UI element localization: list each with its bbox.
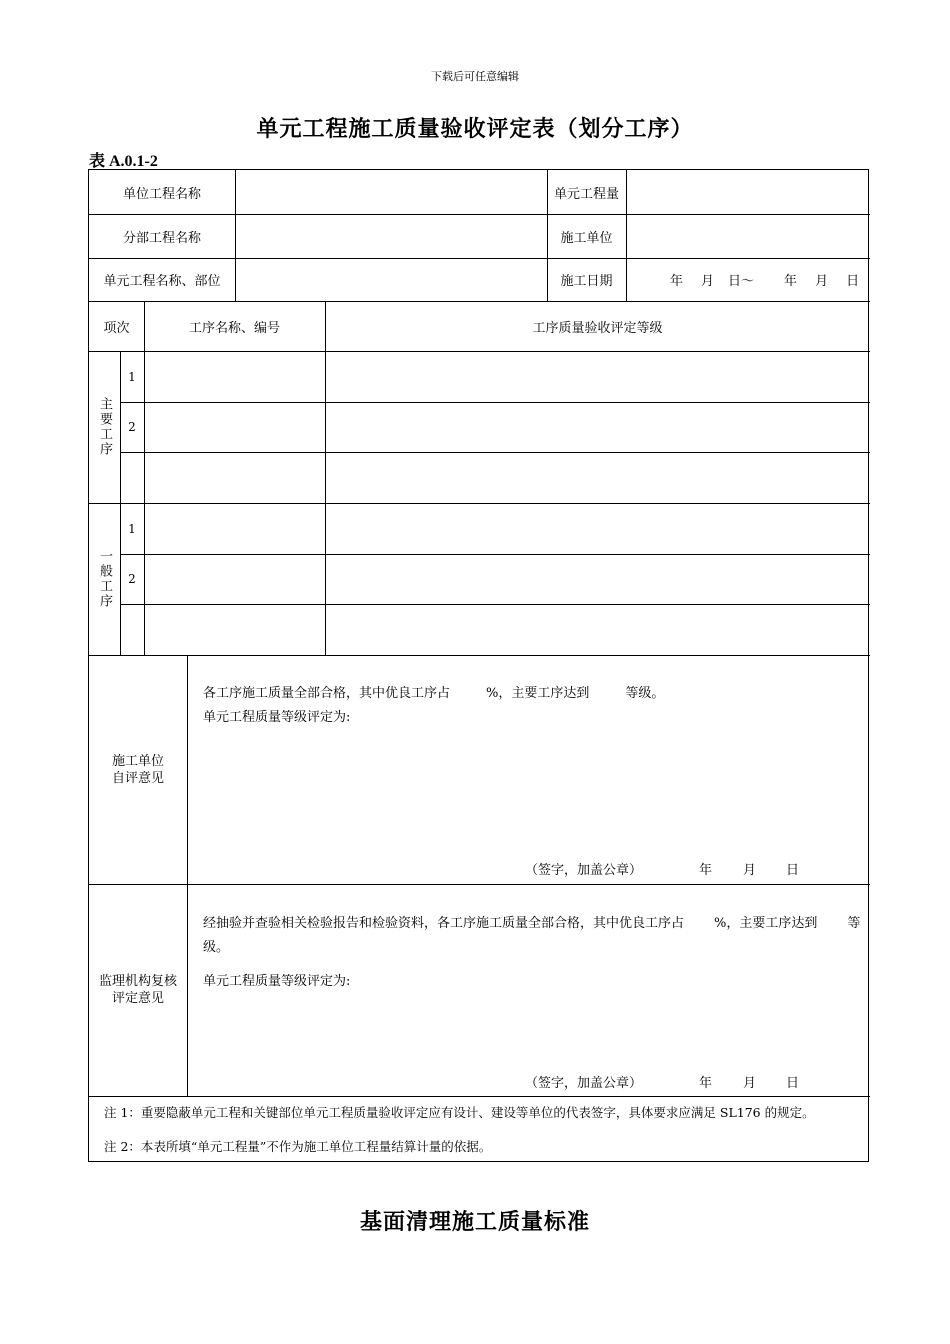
general-process-group-label: 一般工序 [97,549,112,609]
note-1: 注 1：重要隐蔽单元工程和关键部位单元工程质量验收评定应有设计、建设等单位的代表签字，具体要求应满足 SL176 的规定。 [104,1105,815,1120]
unit-work-quantity-label: 单元工程量 [553,186,619,202]
date-day-end: 日 [846,274,860,289]
general-process-row-1-no: 1 [128,521,136,536]
contractor-sign-day: 日 [786,863,800,878]
contractor-value[interactable] [627,214,870,258]
unit-work-quantity-value[interactable] [627,170,870,214]
main-process-row-1-no: 1 [128,369,136,384]
contractor-sign-month: 月 [743,863,757,878]
contractor-opinion-line-1: 各工序施工质量全部合格，其中优良工序占 %，主要工序达到 等级。 [203,686,665,701]
construction-date-value[interactable] [627,258,870,301]
table-code: 表 A.0.1-2 [89,153,158,170]
date-month: 月 [701,274,715,289]
contractor-sign-year: 年 [699,863,713,878]
general-process-row-2-name[interactable] [145,554,325,604]
unit-project-name-label: 单位工程名称 [122,186,201,202]
contractor-opinion-label: 施工单位自评意见 [111,753,164,786]
col-header-quality-grade: 工序质量验收评定等级 [532,320,663,336]
col-header-item: 项次 [103,320,130,336]
contractor-opinion-line-2: 单元工程质量等级评定为: [203,710,351,725]
sub-project-name-value[interactable] [236,214,547,258]
acceptance-form [88,169,869,1162]
page-title: 单元工程施工质量验收评定表（划分工序） [256,116,694,142]
main-process-row-2-no: 2 [128,420,136,434]
header-note: 下载后可任意编辑 [431,70,519,83]
general-process-row-3-name[interactable] [145,604,325,655]
unit-project-name-value[interactable] [236,170,547,214]
main-process-group-label: 主要工序 [97,397,112,457]
col-header-process-name: 工序名称、编号 [188,320,280,336]
main-process-row-3-grade[interactable] [326,452,870,503]
element-name-location-value[interactable] [236,258,547,301]
general-process-row-2-grade[interactable] [326,554,870,604]
contractor-label: 施工单位 [560,230,613,246]
general-process-row-3-grade[interactable] [326,604,870,655]
main-process-row-2-name[interactable] [145,402,325,452]
supervisor-opinion-line-1: 经抽验并查验相关检验报告和检验资料，各工序施工质量全部合格，其中优良工序占 %，主要工序达到 等级。 [203,916,861,955]
general-process-row-2-no: 2 [128,572,136,586]
date-year: 年 [670,274,684,289]
contractor-signature[interactable]: （签字，加盖公章） [525,863,643,878]
supervisor-opinion-label: 监理机构复核评定意见 [98,974,177,1006]
main-process-row-1-name[interactable] [145,351,325,402]
next-section-title: 基面清理施工质量标准 [359,1209,590,1235]
date-month-end: 月 [815,274,829,289]
supervisor-signature[interactable]: （签字，加盖公章） [525,1076,643,1091]
date-day-range: 日～ [728,274,755,289]
supervisor-sign-month: 月 [743,1076,757,1091]
construction-date-label: 施工日期 [560,274,613,289]
general-process-row-1-name[interactable] [145,503,325,554]
supervisor-opinion-line-2: 单元工程质量等级评定为: [203,974,351,989]
date-year-end: 年 [784,274,798,289]
general-process-row-1-grade[interactable] [326,503,870,554]
supervisor-sign-day: 日 [786,1076,800,1091]
main-process-row-1-grade[interactable] [326,351,870,402]
note-2: 注 2：本表所填“单元工程量”不作为施工单位工程量结算计量的依据。 [104,1139,492,1154]
main-process-row-3-name[interactable] [145,452,325,503]
supervisor-sign-year: 年 [699,1076,713,1091]
sub-project-name-label: 分部工程名称 [122,230,201,246]
element-name-location-label: 单元工程名称、部位 [103,274,221,289]
main-process-row-2-grade[interactable] [326,402,870,452]
